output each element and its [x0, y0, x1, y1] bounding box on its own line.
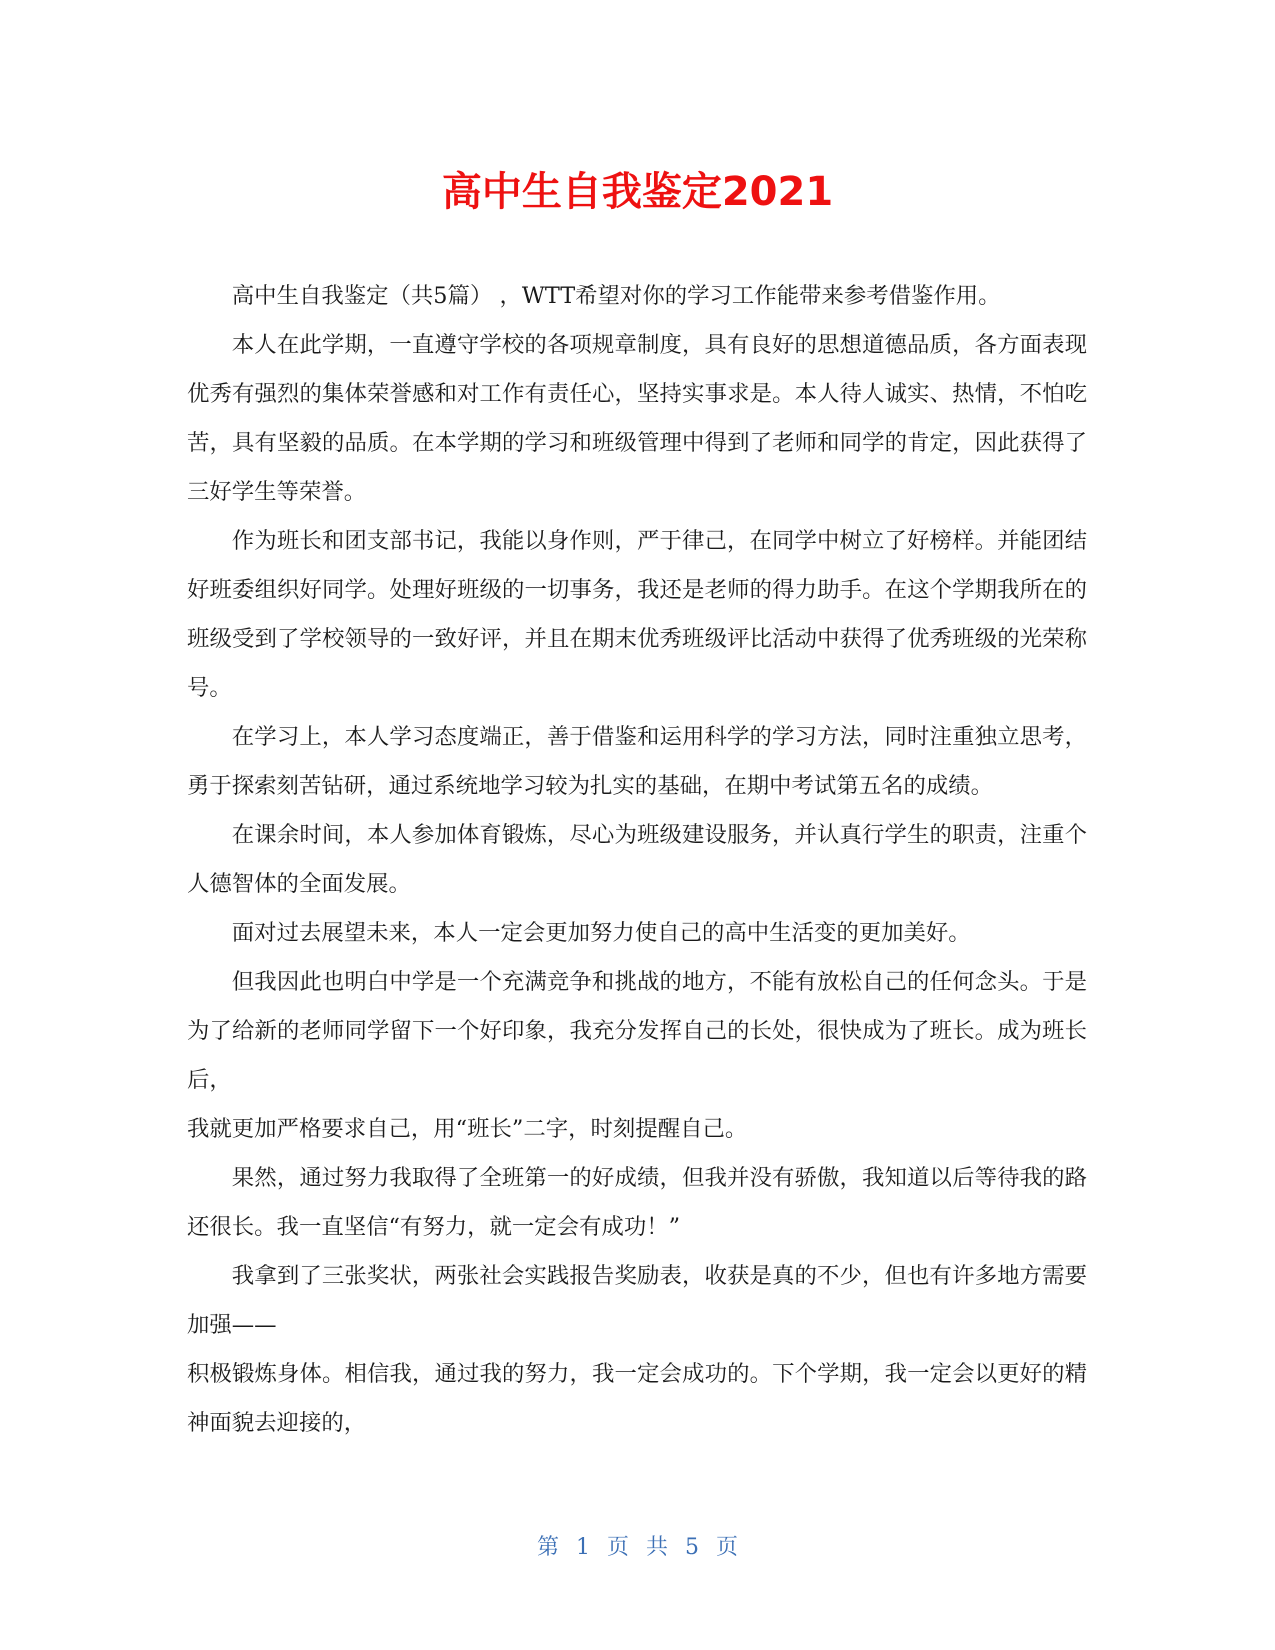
paragraph: 本人在此学期，一直遵守学校的各项规章制度，具有良好的思想道德品质，各方面表现优秀有强烈的集体荣誉感和对工作有责任心，坚持实事求是。本人待人诚实、热情，不怕吃苦，具有坚毅的品质。在本学期的学习和班级管理中得到了老师和同学的肯定，因此获得了三好学生等荣誉。	[187, 332, 1087, 505]
paragraph: 作为班长和团支部书记，我能以身作则，严于律己，在同学中树立了好榜样。并能团结好班委组织好同学。处理好班级的一切事务，我还是老师的得力助手。在这个学期我所在的班级受到了学校领导的一致好评，并且在期末优秀班级评比活动中获得了优秀班级的光荣称号。	[187, 528, 1087, 701]
paragraph: 在学习上，本人学习态度端正，善于借鉴和运用科学的学习方法，同时注重独立思考，勇于探索刻苦钻研，通过系统地学习较为扎实的基础，在期中考试第五名的成绩。	[187, 724, 1087, 799]
paragraph: 但我因此也明白中学是一个充满竞争和挑战的地方，不能有放松自己的任何念头。于是为了给新的老师同学留下一个好印象，我充分发挥自己的长处，很快成为了班长。成为班长后，	[187, 969, 1087, 1093]
paragraph: 面对过去展望未来，本人一定会更加努力使自己的高中生活变的更加美好。	[231, 920, 971, 946]
paragraph: 果然，通过努力我取得了全班第一的好成绩，但我并没有骄傲，我知道以后等待我的路还很长。我一直坚信“有努力，就一定会有成功！”	[187, 1165, 1087, 1240]
paragraph: 高中生自我鉴定（共5篇） ，WTT希望对你的学习工作能带来参考借鉴作用。	[231, 283, 1001, 309]
document-body	[187, 272, 1087, 1448]
document-title: 高中生自我鉴定2021	[441, 169, 834, 215]
page-footer: 第 1 页 共 5 页	[537, 1535, 738, 1560]
paragraph: 我拿到了三张奖状，两张社会实践报告奖励表，收获是真的不少，但也有许多地方需要加强——	[187, 1263, 1087, 1338]
paragraph: 我就更加严格要求自己，用“班长”二字，时刻提醒自己。	[187, 1116, 748, 1142]
paragraph: 积极锻炼身体。相信我，通过我的努力，我一定会成功的。下个学期，我一定会以更好的精神面貌去迎接的，	[187, 1361, 1087, 1436]
paragraph: 在课余时间，本人参加体育锻炼，尽心为班级建设服务，并认真行学生的职责，注重个人德智体的全面发展。	[187, 822, 1087, 897]
